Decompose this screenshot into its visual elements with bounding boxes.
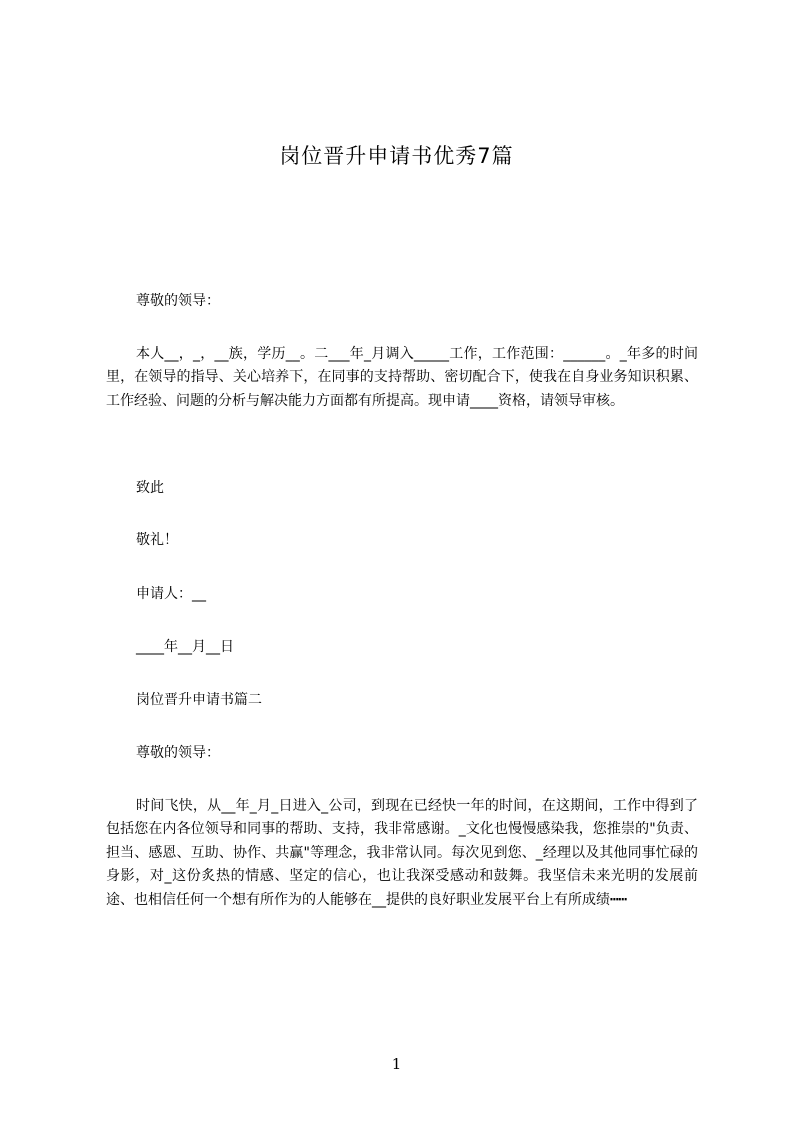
date-line: ____年__月__日 bbox=[136, 639, 234, 655]
closing-1: 致此 bbox=[136, 480, 164, 496]
greeting-2: 尊敬的领导： bbox=[136, 745, 220, 761]
paragraph-1: 本人__，_，__族，学历__。二___年_月调入_____工作，工作范围：______。_年多的时间里，在领导的指导、关心培养下，在同事的支持帮助、密切配合下，使我在自身业务知识积累、工作经验、问题的分析与解决能力方面都有所提高。现申请____资格，请领导审核。 bbox=[106, 346, 698, 409]
closing-2: 敬礼！ bbox=[136, 532, 178, 548]
paragraph-2: 时间飞快，从__年_月_日进入_公司，到现在已经快一年的时间，在这期间，工作中得到了包括您在内各位领导和同事的帮助、支持，我非常感谢。_文化也慢慢感染我，您推崇的"负责、担当、感恩、互助、协作、共赢"等理念，我非常认同。每次见到您、_经理以及其他同事忙碌的身影，对_这份炙热的情感、坚定的信心，也让我深受感动和鼓舞。我坚信未来光明的发展前途、也相信任何一个想有所作为的人能够在__提供的良好职业发展平台上有所成绩┅┅ bbox=[106, 798, 698, 908]
section-2-heading: 岗位晋升申请书篇二 bbox=[136, 692, 262, 708]
applicant-line: 申请人：__ bbox=[136, 586, 206, 602]
document-title: 岗位晋升申请书优秀7篇 bbox=[279, 144, 514, 168]
greeting-1: 尊敬的领导： bbox=[136, 293, 220, 309]
page-number: 1 bbox=[391, 1055, 402, 1073]
